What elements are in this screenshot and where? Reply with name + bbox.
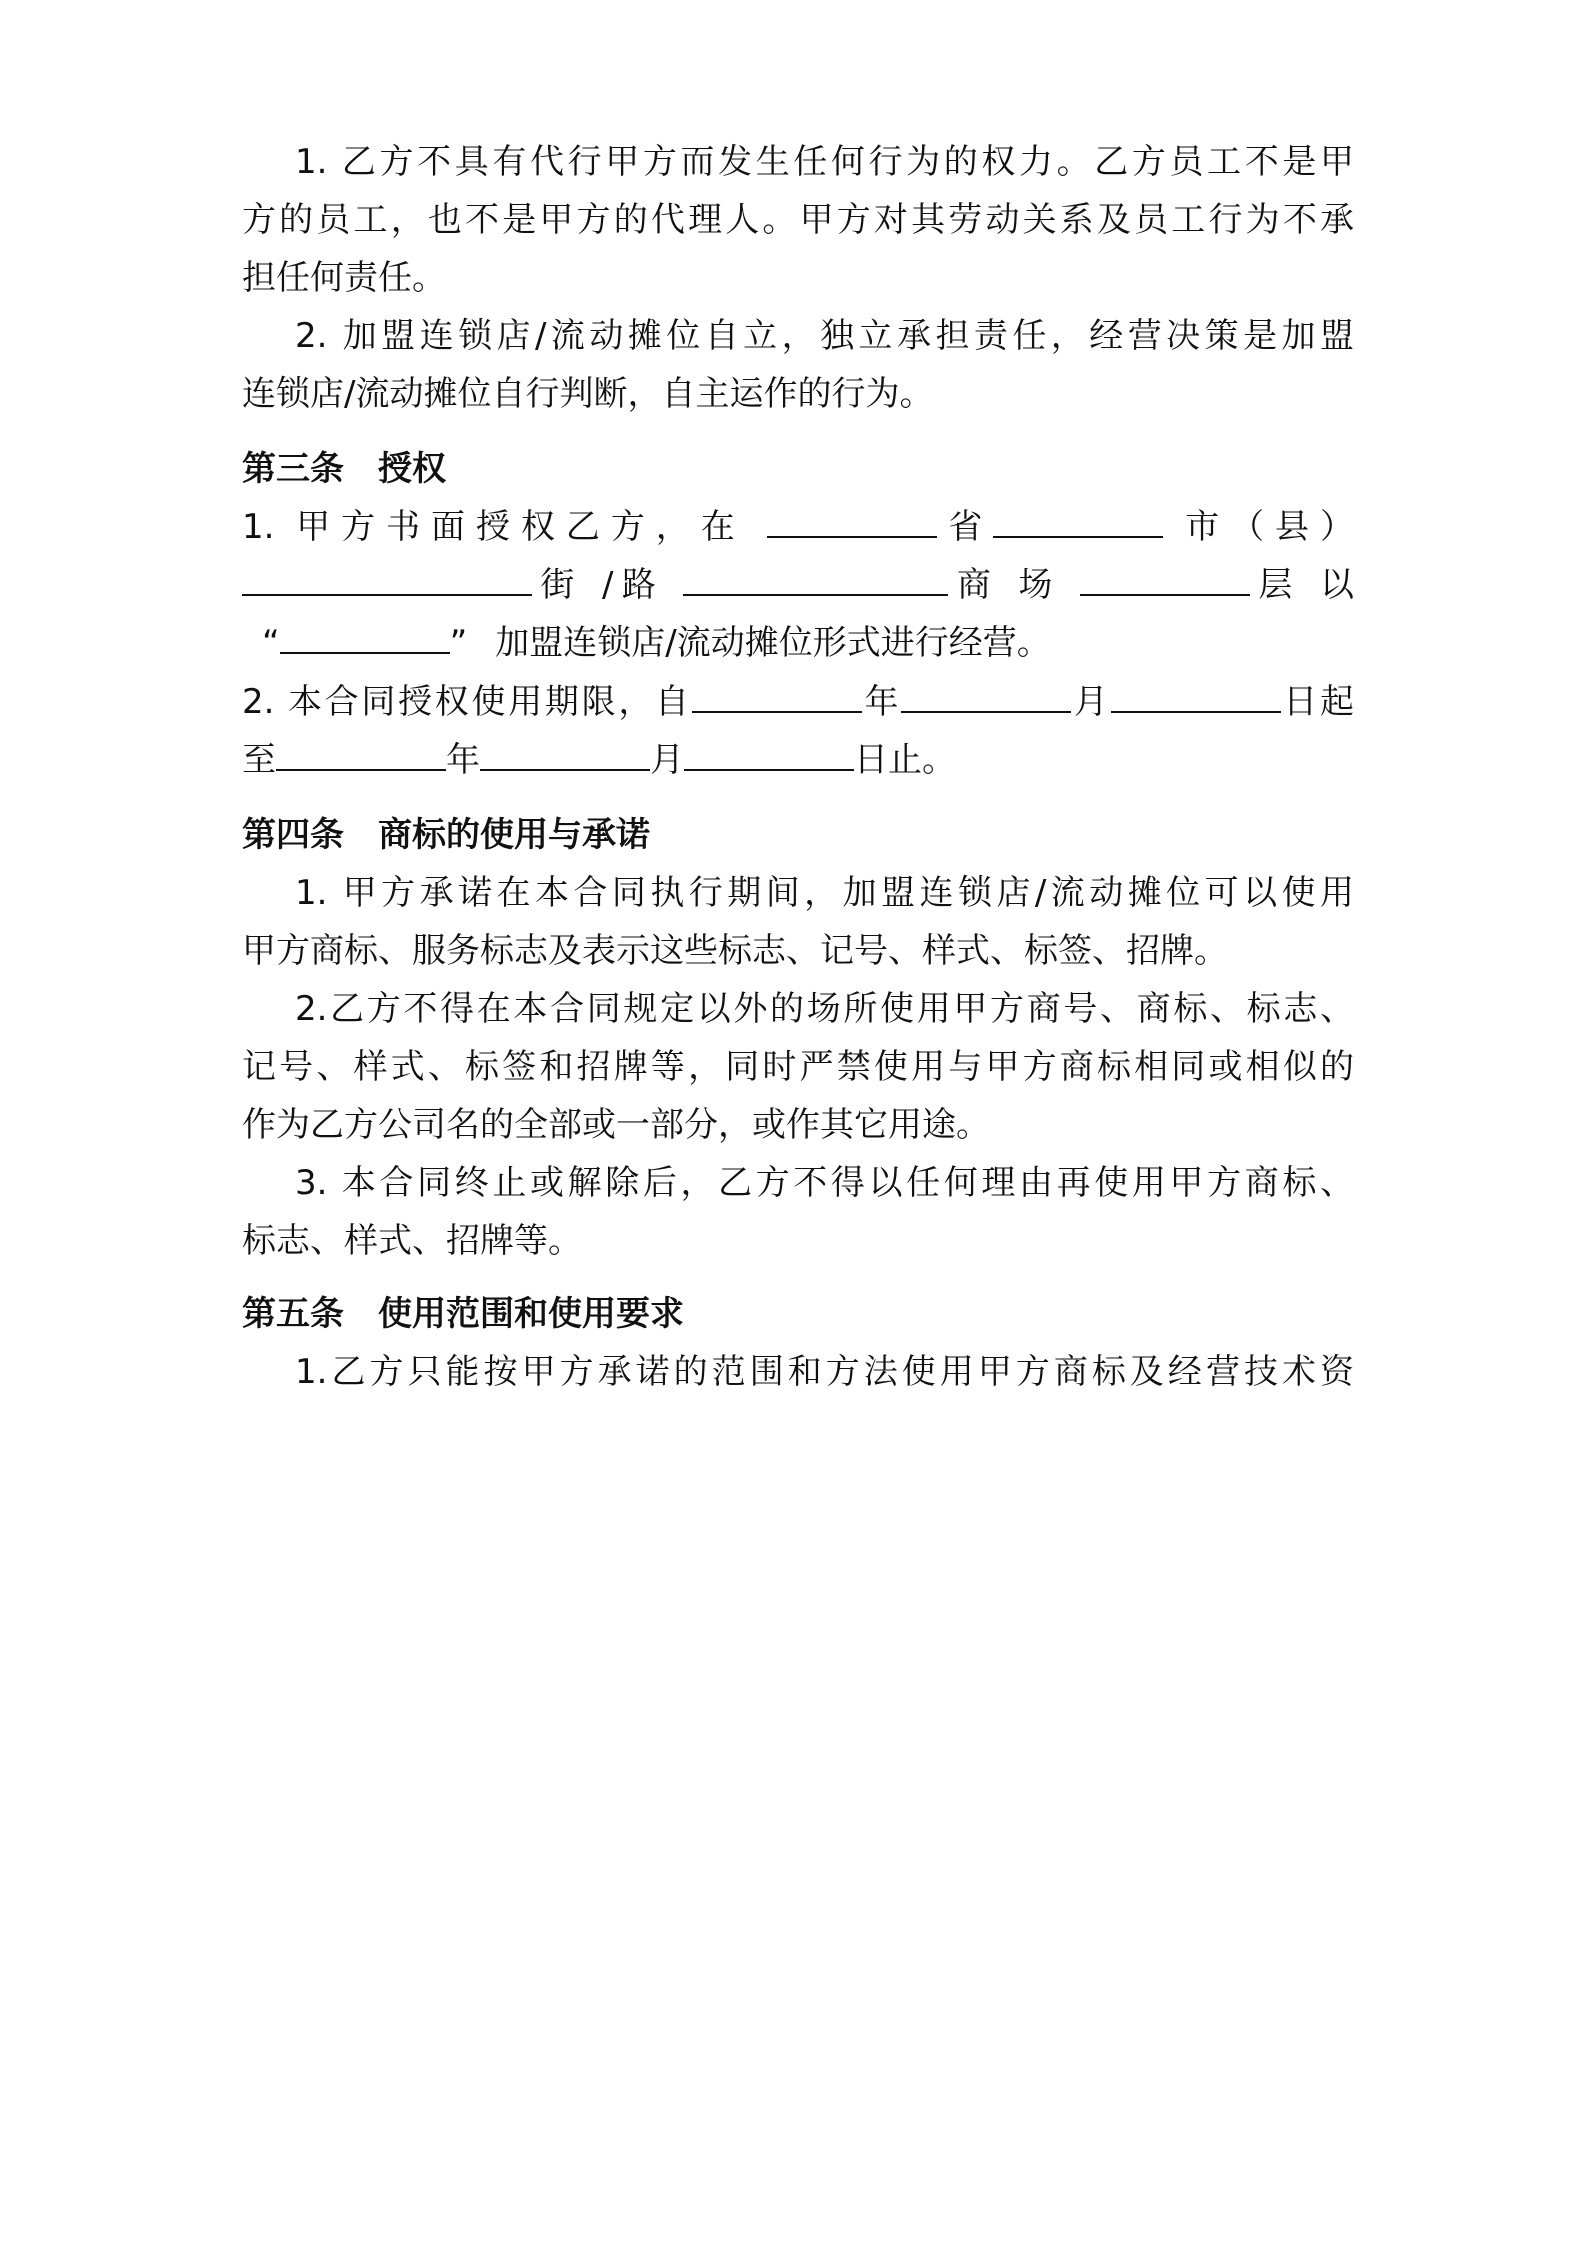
blank-end-year [276, 739, 446, 771]
blank-end-month [480, 739, 650, 771]
blank-end-day [684, 739, 854, 771]
section-heading-5: 第五条 使用范围和使用要求 [242, 1294, 684, 1334]
text-fragment: 日起 [1280, 682, 1354, 722]
blank-province [767, 506, 937, 538]
text-fragment: 至 [242, 740, 276, 780]
paragraph-line: 方的员工，也不是甲方的代理人。甲方对其劳动关系及员工行为不承 [242, 200, 1354, 240]
paragraph-line: 1. 乙方不具有代行甲方而发生任何行为的权力。乙方员工不是甲 [295, 142, 1354, 182]
paragraph-line: 1.乙方只能按甲方承诺的范围和方法使用甲方商标及经营技术资 [295, 1352, 1354, 1392]
text-fragment: 市（县） [1185, 507, 1354, 547]
text-fragment: 加盟连锁店/流动摊位形式进行经营。 [495, 623, 1051, 663]
section-heading-3: 第三条 授权 [242, 449, 446, 489]
paragraph-line: 2. 加盟连锁店/流动摊位自立，独立承担责任，经营决策是加盟 [295, 316, 1354, 356]
authorization-line-2 [242, 563, 1354, 607]
term-line-1 [242, 680, 1354, 724]
paragraph-line: 3. 本合同终止或解除后，乙方不得以任何理由再使用甲方商标、 [295, 1163, 1354, 1203]
text-fragment: 1. 甲方书面授权乙方，在 [242, 507, 746, 547]
term-line-2 [242, 738, 1354, 782]
text-fragment: 层 以 [1250, 565, 1354, 605]
text-fragment: 街 /路 [532, 565, 665, 605]
text-fragment: 日止。 [854, 740, 956, 780]
blank-floor [1080, 564, 1250, 596]
paragraph-line: 2.乙方不得在本合同规定以外的场所使用甲方商号、商标、标志、 [295, 989, 1354, 1029]
authorization-line-3 [242, 621, 1354, 665]
paragraph-line: 作为乙方公司名的全部或一部分，或作其它用途。 [242, 1105, 990, 1145]
text-fragment: 月 [1071, 682, 1111, 722]
paragraph-line: 甲方商标、服务标志及表示这些标志、记号、样式、标签、招牌。 [242, 931, 1228, 971]
blank-start-day [1111, 681, 1281, 713]
blank-mall [683, 564, 948, 596]
paragraph-line: 标志、样式、招牌等。 [242, 1221, 582, 1261]
blank-city [993, 506, 1163, 538]
text-fragment: 月 [650, 740, 684, 780]
paragraph-line: 连锁店/流动摊位自行判断，自主运作的行为。 [242, 374, 934, 414]
text-fragment: 商 场 [948, 565, 1061, 605]
paragraph-line: 担任何责任。 [242, 258, 446, 298]
paragraph-line: 1. 甲方承诺在本合同执行期间，加盟连锁店/流动摊位可以使用 [295, 873, 1354, 913]
text-fragment: ” [449, 623, 468, 663]
blank-store-name [280, 622, 450, 654]
text-fragment: 省 [937, 507, 994, 547]
authorization-line-1 [242, 505, 1354, 549]
text-fragment: 年 [446, 740, 480, 780]
section-heading-4: 第四条 商标的使用与承诺 [242, 815, 650, 855]
text-fragment: “ [262, 623, 280, 663]
blank-start-month [901, 681, 1071, 713]
text-fragment: 年 [861, 682, 902, 722]
paragraph-line: 记号、样式、标签和招牌等，同时严禁使用与甲方商标相同或相似的 [242, 1047, 1354, 1087]
blank-start-year [692, 681, 862, 713]
blank-street [242, 564, 532, 596]
text-fragment: 2. 本合同授权使用期限，自 [242, 682, 692, 722]
